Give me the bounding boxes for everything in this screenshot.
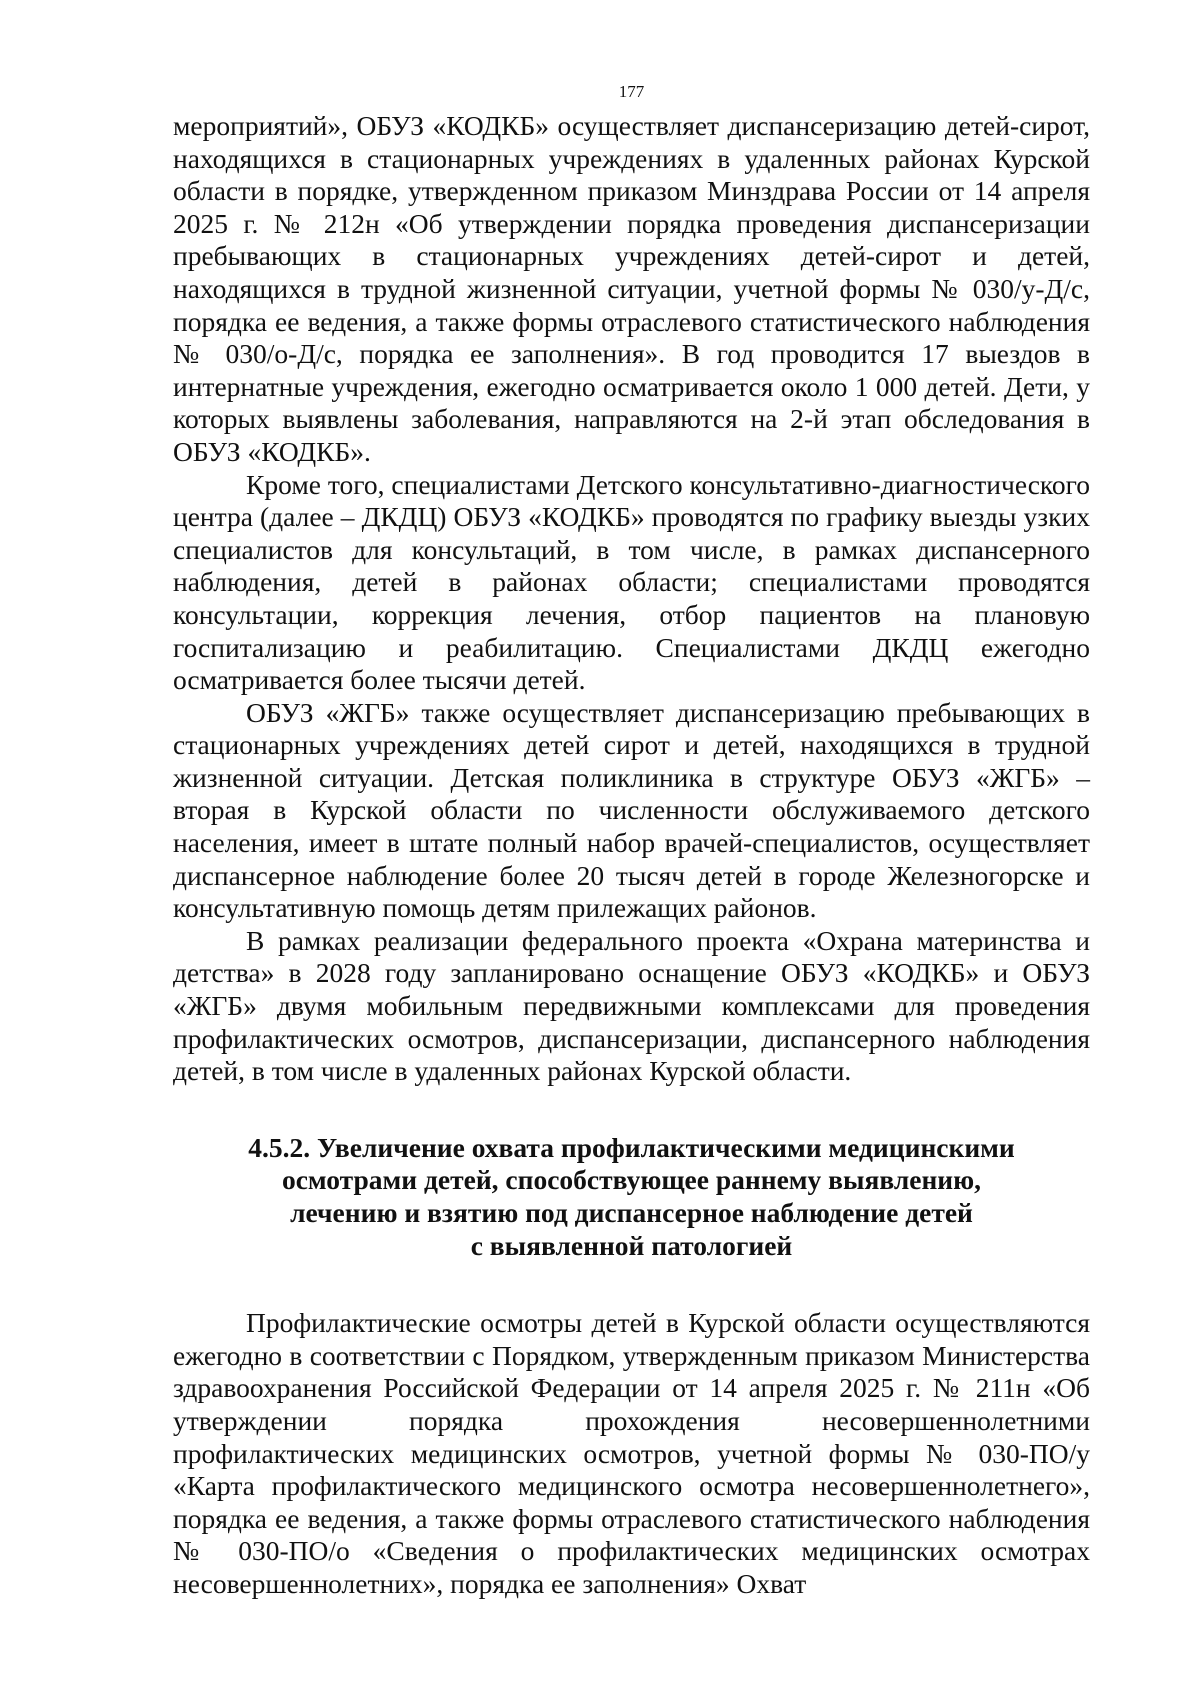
body-text-bottom — [173, 1307, 1090, 1600]
section-heading-line: лечению и взятию под диспансерное наблюдение детей — [290, 1197, 973, 1228]
paragraph-zhgb: ОБУЗ «ЖГБ» также осуществляет диспансеризацию пребывающих в стационарных учреждениях детей сирот и детей, находящихся в трудной жизненной ситуации. Детская поликлиника в структуре ОБУЗ «ЖГБ» – вторая в Курской области по численности обслуживаемого детского населения, имеет в штате полный набор врачей-специалистов, осуществляет диспансерное наблюдение более 20 тысяч детей в городе Железногорске и консультативную помощь детям прилежащих районов. — [173, 696, 1090, 924]
body-text-top — [173, 110, 1090, 1088]
section-heading-line: осмотрами детей, способствующее раннему выявлению, — [281, 1164, 982, 1196]
paragraph-dkdc-consultations: Кроме того, специалистами Детского консультативно-диагностического центра (далее – ДКДЦ) ОБУЗ «КОДКБ» проводятся по графику выезды узких специалистов для консультаций, в том числе, в рамках диспансерного наблюдения, детей в районах области; специалистами проводятся консультации, коррекция лечения, отбор пациентов на плановую госпитализацию и реабилитацию. Специалистами ДКДЦ ежегодно осматривается более тысячи детей. — [173, 468, 1090, 696]
section-heading-line: 4.5.2. Увеличение охвата профилактическими медицинскими — [248, 1131, 1015, 1163]
paragraph-preventive-exams: Профилактические осмотры детей в Курской области осуществляются ежегодно в соответствии с Порядком, утвержденным приказом Министерства здравоохранения Российской Федерации от 14 апреля 2025 г. № 211н «Об утверждении порядка прохождения несовершеннолетними профилактических медицинских осмотров, учетной формы № 030-ПО/у «Карта профилактического медицинского осмотра несовершеннолетнего», порядка ее ведения, а также формы отраслевого статистического наблюдения № 030-ПО/о «Сведения о профилактических медицинских осмотрах несовершеннолетних», порядка ее заполнения» Охват — [173, 1307, 1090, 1599]
paragraph-dispensarization-orphans: мероприятий», ОБУЗ «КОДКБ» осуществляет диспансеризацию детей-сирот, находящихся в стационарных учреждениях в удаленных районах Курской области в порядке, утвержденном приказом Минздрава России от 14 апреля 2025 г. № 212н «Об утверждении порядка проведения диспансеризации пребывающих в стационарных учреждениях детей-сирот и детей, находящихся в трудной жизненной ситуации, учетной формы № 030/у-Д/с, порядка ее ведения, а также формы отраслевого статистического наблюдения № 030/о-Д/с, порядка ее заполнения». В год проводится 17 выездов в интернатные учреждения, ежегодно осматривается около 1 000 детей. Дети, у которых выявлены заболевания, направляются на 2-й этап обследования в ОБУЗ «КОДКБ». — [173, 110, 1090, 467]
paragraph-federal-project: В рамках реализации федерального проекта «Охрана материнства и детства» в 2028 году запланировано оснащение ОБУЗ «КОДКБ» и ОБУЗ «ЖГБ» двумя мобильным передвижными комплексами для проведения профилактических осмотров, диспансеризации, диспансерного наблюдения детей, в том числе в удаленных районах Курской области. — [173, 924, 1090, 1087]
document-page — [173, 82, 1090, 1601]
section-heading — [173, 1132, 1090, 1262]
page-number: 177 — [618, 82, 645, 101]
section-heading-line: с выявленной патологией — [470, 1229, 793, 1261]
